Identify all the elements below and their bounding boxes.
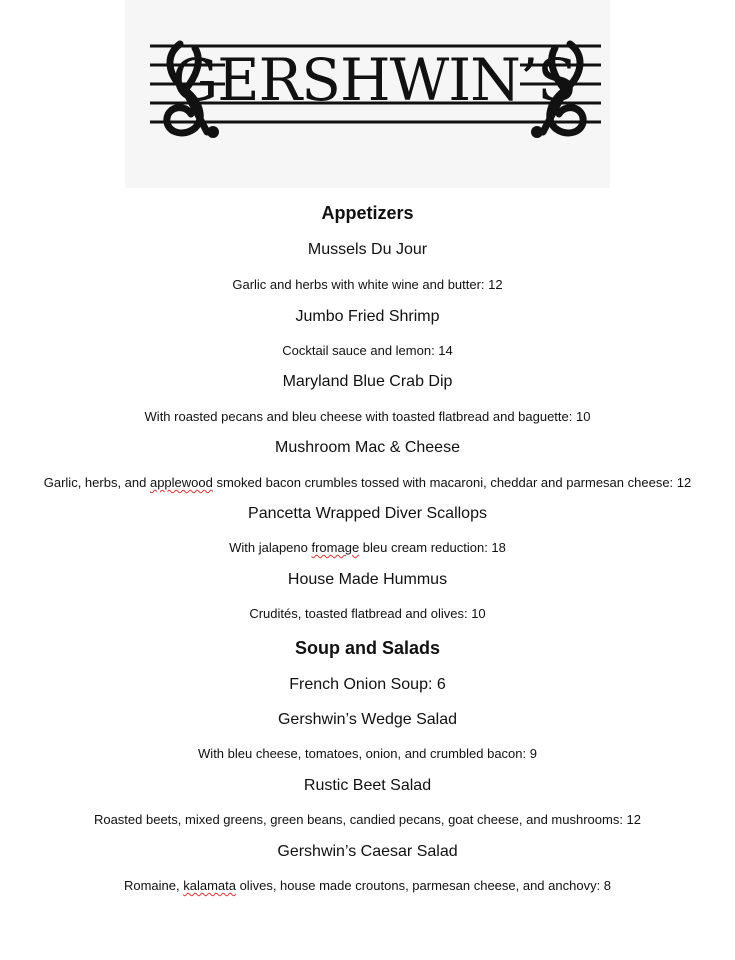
description-text: smoked bacon crumbles tossed with macaroni, cheddar and parmesan cheese: 12 <box>212 475 692 490</box>
menu-item-name: House Made Hummus <box>287 571 448 588</box>
spellcheck-word: applewood <box>149 475 213 490</box>
description-text: With jalapeno <box>229 540 312 555</box>
spellcheck-word: fromage <box>311 540 360 555</box>
logo-text: GERSHWIN’S <box>171 46 577 114</box>
menu-item-description: With roasted pecans and bleu cheese with toasted flatbread and baguette: 10 <box>144 409 591 424</box>
spellcheck-word: kalamata <box>183 878 236 893</box>
menu-item-name: Pancetta Wrapped Diver Scallops <box>248 505 487 522</box>
section-title-appetizers: Appetizers <box>321 203 414 223</box>
menu-item-description: Garlic and herbs with white wine and butter: 12 <box>232 277 503 292</box>
description-text: bleu cream reduction: 18 <box>359 540 506 555</box>
menu-item-description <box>0 540 735 555</box>
menu-item-description <box>0 878 735 893</box>
menu-item-description: Crudités, toasted flatbread and olives: 10 <box>249 606 486 621</box>
menu-item-name: Gershwin’s Caesar Salad <box>277 843 458 860</box>
restaurant-logo <box>125 0 610 188</box>
menu-item-description: With bleu cheese, tomatoes, onion, and crumbled bacon: 9 <box>198 746 537 761</box>
description-text: olives, house made croutons, parmesan cheese, and anchovy: 8 <box>235 878 612 893</box>
menu-item-name: Rustic Beet Salad <box>303 777 432 794</box>
menu-item-name: Mushroom Mac & Cheese <box>275 439 460 456</box>
menu-item-description: Roasted beets, mixed greens, green beans, candied pecans, goat cheese, and mushrooms: 12 <box>93 812 642 827</box>
menu-item-description <box>0 475 735 490</box>
description-text: Romaine, <box>123 878 184 893</box>
section-title-soup-and-salads: Soup and Salads <box>294 638 441 658</box>
menu-item-description: Cocktail sauce and lemon: 14 <box>282 343 453 358</box>
logo-graphic <box>125 0 610 188</box>
menu-item-name: French Onion Soup: 6 <box>289 676 446 693</box>
description-text: Garlic, herbs, and <box>43 475 150 490</box>
menu-item-name: Jumbo Fried Shrimp <box>295 308 440 325</box>
menu-item-name: Gershwin’s Wedge Salad <box>277 711 458 728</box>
menu-item-name: Mussels Du Jour <box>307 241 428 258</box>
menu-item-name: Maryland Blue Crab Dip <box>282 373 453 390</box>
